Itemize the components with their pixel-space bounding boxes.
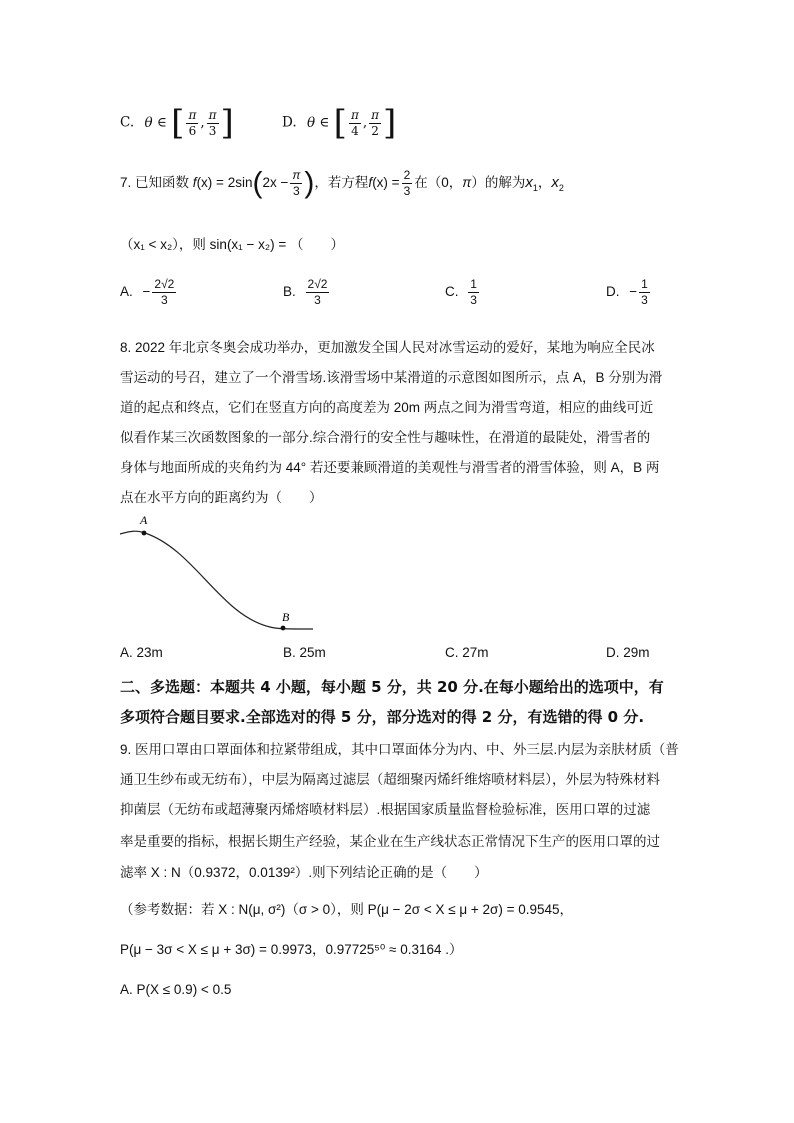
q8-option-d: D. 29m (606, 645, 650, 660)
q9-line-5: 滤率 X : N（0.9372，0.0139²）.则下列结论正确的是（ ） (120, 865, 488, 880)
q9-line-2: 通卫生纱布或无纺布），中层为隔离过滤层（超细聚丙烯纤维熔喷材料层），外层为特殊材料 (120, 772, 660, 787)
q8-option-c: C. 27m (445, 645, 489, 660)
q7-stem: 7. 已知函数 f(x) = 2sin(2x − $\frac{\pi}{3}$ )，若方程f(x) = $\frac{2}{3}$ 在（0，π）的解为$x_1$，$x_2$ (120, 166, 564, 200)
q9-reference-1: （参考数据：若 X : N(μ, σ²)（σ > 0），则 P(μ − 2σ < X ≤ μ + 2σ) = 0.9545， (120, 902, 574, 917)
q6-option-c: C. θ ∈ [ $\frac{\pi}{6}$ , $\frac{\pi}{3}$ ] (120, 103, 234, 143)
point-b (281, 626, 286, 631)
q8-line-5: 身体与地面所成的夹角约为 44° 若还要兼顾滑道的美观性与滑雪者的滑雪体验，则 A，B 两 (120, 460, 660, 475)
q7-condition: （x₁ < x₂），则 sin(x₁ − x₂) = （ ） (120, 237, 344, 252)
q9-line-4: 率是重要的指标，根据长期生产经验，某企业在生产线状态正常情况下生产的医用口罩的过 (120, 834, 660, 849)
q8-option-a: A. 23m (120, 645, 163, 660)
q8-option-b: B. 25m (283, 645, 326, 660)
q8-line-2: 雪运动的号召，建立了一个滑雪场.该滑雪场中某滑道的示意图如图所示，点 A，B 分别为滑 (120, 370, 663, 385)
label-a: A (140, 513, 148, 527)
q9-line-1: 9. 医用口罩由口罩面体和拉紧带组成，其中口罩面体分为内、中、外三层.内层为亲肤材质（普 (120, 742, 679, 757)
q8-line-4: 似看作某三次函数图象的一部分.综合滑行的安全性与趣味性，在滑道的最陡处，滑雪者的 (120, 430, 651, 445)
section-2-heading-line-1: 二、多选题：本题共 4 小题，每小题 5 分，共 20 分.在每小题给出的选项中，有 (120, 678, 664, 696)
point-a (142, 531, 147, 536)
q7-option-c: C. $\frac{1}{3}$ (445, 277, 477, 307)
q7-option-b: B. $\frac{2√2}{3}$ (283, 277, 328, 307)
q7-option-a: A. − $\frac{2√2}{3}$ (120, 277, 175, 307)
q8-line-1: 8. 2022 年北京冬奥会成功举办，更加激发全国人民对冰雪运动的爱好，某地为响应全民冰 (120, 340, 655, 355)
q9-reference-2: P(μ − 3σ < X ≤ μ + 3σ) = 0.9973，0.97725⁵⁰ ≈ 0.3164 .） (120, 942, 463, 957)
q9-line-3: 抑菌层（无纺布或超薄聚丙烯熔喷材料层）.根据国家质量监督检验标准，医用口罩的过滤 (120, 802, 651, 817)
q8-line-6: 点在水平方向的距离约为（ ） (120, 490, 323, 505)
q9-option-a: A. P(X ≤ 0.9) < 0.5 (120, 982, 232, 997)
ski-slope-diagram (115, 510, 325, 640)
q7-option-d: D. − $\frac{1}{3}$ (606, 277, 648, 307)
section-2-heading-line-2: 多项符合题目要求.全部选对的得 5 分，部分选对的得 2 分，有选错的得 0 分. (120, 708, 645, 726)
label-b: B (282, 610, 290, 624)
q8-line-3: 道的起点和终点，它们在竖直方向的高度差为 20m 两点之间为滑雪弯道，相应的曲线可近 (120, 400, 654, 415)
q6-option-d: D. θ ∈ [ $\frac{\pi}{4}$ , $\frac{\pi}{2}$ ] (282, 103, 397, 143)
